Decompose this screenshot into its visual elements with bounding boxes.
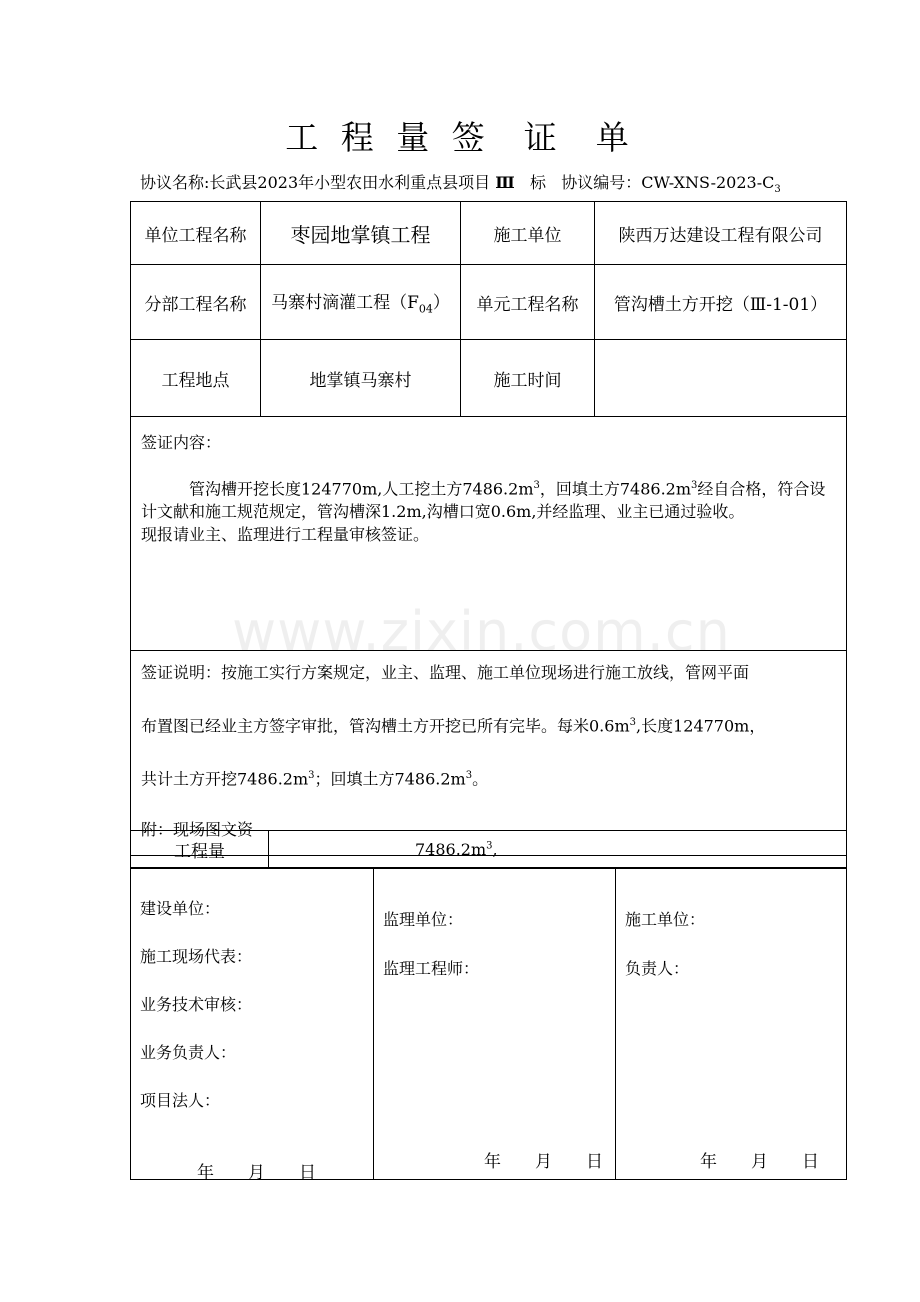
owner-date: 年 月 日 [197, 1163, 316, 1183]
agreement-line [140, 170, 781, 195]
supervisor-signature-block [374, 868, 616, 1180]
agreement-number-sub: 3 [774, 184, 781, 196]
quantity-label: 工程量 [131, 831, 269, 869]
sub-project-text: 马寨村滴灌工程（F [271, 293, 419, 314]
sub-project-value [261, 265, 461, 340]
owner-legal-person-label: 项目法人： [140, 1091, 221, 1110]
table-row [131, 340, 847, 417]
content-body-part: 经自合格，符合设计文献和施工规范规定，管沟槽深1.2m,沟槽口宽0.6m,并经监理、业主已通过验收。 [141, 479, 826, 522]
visa-notes [131, 651, 847, 856]
superscript: 3 [533, 480, 540, 491]
visa-content [131, 417, 847, 651]
signature-table [130, 867, 847, 1183]
table-row [131, 651, 847, 856]
table-row [131, 202, 847, 265]
notes-attachment: 附：现场图文资 [141, 819, 254, 839]
superscript: 3 [629, 717, 636, 728]
builder-date: 年 月 日 [700, 1152, 819, 1172]
notes-part: ,长度124770m， [636, 716, 766, 736]
sub-project-label: 分部工程名称 [131, 265, 261, 340]
supervisor-date: 年 月 日 [484, 1152, 603, 1172]
document-title: 工 程 量 签 证 单 [285, 118, 635, 157]
notes-part: 。 [472, 769, 489, 789]
time-value[interactable] [595, 340, 847, 417]
watermark: www.zixin.com.cn [232, 600, 731, 663]
supervisor-engineer-label: 监理工程师： [383, 959, 480, 978]
notes-part: 布置图已经业主方签字审批，管沟槽土方开挖已所有完毕。每米0.6m [141, 716, 630, 736]
agreement-number-value: CW-XNS-2023-C [641, 173, 775, 192]
builder-unit-label: 施工单位： [625, 910, 706, 929]
builder-signature-block [616, 868, 847, 1180]
quantity-number: 7486.2m [415, 840, 487, 859]
sub-project-close: ） [432, 293, 450, 314]
visa-form-table [130, 201, 847, 856]
sub-project-subscript: 04 [418, 302, 433, 316]
table-row [131, 265, 847, 340]
quantity-table [130, 830, 847, 869]
owner-business-head-label: 业务负责人： [140, 1043, 237, 1062]
owner-unit-label: 建设单位： [140, 899, 221, 918]
unit-project-label: 单位工程名称 [131, 202, 261, 265]
location-value: 地掌镇马寨村 [261, 340, 461, 417]
superscript: 3 [465, 770, 473, 782]
notes-line [141, 766, 836, 789]
notes-part: ；回填土方7486.2m [314, 769, 466, 789]
element-label: 单元工程名称 [461, 265, 595, 340]
table-row [131, 417, 847, 651]
agreement-name-label: 协议名称: [140, 173, 210, 192]
agreement-name-value: 长武县2023年小型农田水利重点县项目 [209, 173, 491, 192]
location-label: 工程地点 [131, 340, 261, 417]
builder-head-label: 负责人： [625, 959, 690, 978]
owner-site-rep-label: 施工现场代表： [140, 947, 253, 966]
content-body-part: 管沟槽开挖长度124770m,人工挖土方7486.2m [189, 479, 534, 499]
table-row [131, 868, 847, 1180]
notes-line [141, 713, 836, 736]
notes-part: 共计土方开挖7486.2m [141, 769, 309, 789]
content-request: 现报请业主、监理进行工程量审核签证。 [141, 525, 430, 545]
agreement-section: Ⅲ [495, 173, 515, 192]
table-row [131, 831, 847, 869]
superscript: 3 [691, 480, 698, 491]
agreement-number-label: 协议编号： [561, 173, 642, 192]
owner-signature-block [131, 868, 374, 1183]
unit-project-value: 枣园地掌镇工程 [261, 202, 461, 265]
quantity-value [269, 831, 847, 869]
supervisor-unit-label: 监理单位： [383, 910, 464, 929]
element-value: 管沟槽土方开挖（Ⅲ-1-01） [595, 265, 847, 340]
owner-tech-review-label: 业务技术审核： [140, 995, 253, 1014]
contractor-value: 陕西万达建设工程有限公司 [595, 202, 847, 265]
notes-line: 签证说明：按施工实行方案规定，业主、监理、施工单位现场进行施工放线，管网平面 [141, 663, 750, 682]
content-body [141, 474, 836, 523]
time-label: 施工时间 [461, 340, 595, 417]
agreement-section-suffix: 标 [529, 173, 546, 192]
contractor-label: 施工单位 [461, 202, 595, 265]
content-label: 签证内容： [141, 433, 222, 452]
content-body-part: ，回填土方7486.2m [539, 479, 692, 499]
superscript: 3 [308, 770, 315, 782]
superscript: 3 [486, 840, 493, 852]
quantity-tail: , [492, 840, 498, 859]
